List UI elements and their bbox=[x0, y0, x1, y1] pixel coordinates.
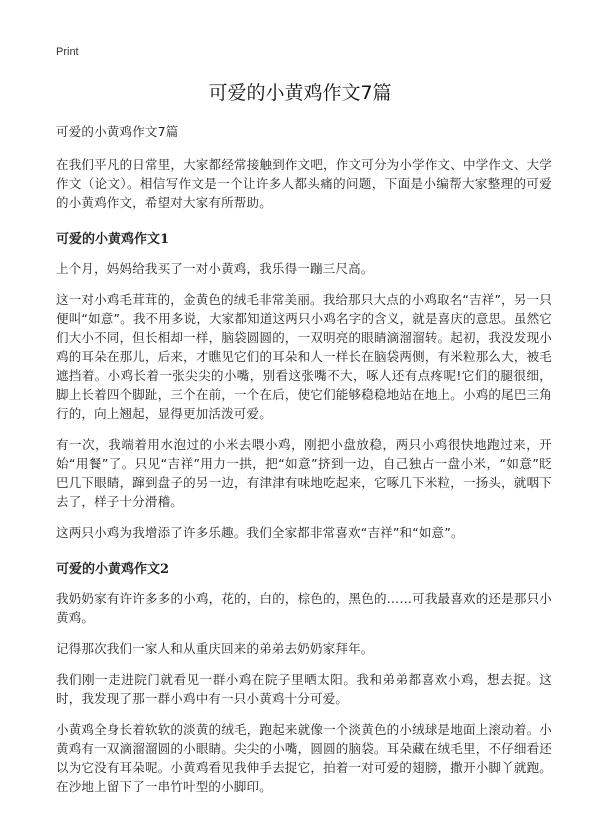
section-2-paragraph-3: 我们刚一走进院门就看见一群小鸡在院子里晒太阳。我和弟弟都喜欢小鸡，想去捉。这时，我发现了那一群小鸡中有一只小黄鸡十分可爱。 bbox=[56, 672, 552, 706]
section-1-paragraph-4: 这两只小鸡为我增添了许多乐趣。我们全家都非常喜欢“吉祥”和“如意”。 bbox=[56, 525, 464, 540]
page-title: 可爱的小黄鸡作文7篇 bbox=[208, 82, 392, 104]
section-1-paragraph-2: 这一对小鸡毛茸茸的，金黄色的绒毛非常美丽。我给那只大点的小鸡取名“吉祥”，另一只便叫“如意”。我不用多说，大家都知道这两只小鸡名字的含义，就是喜庆的意思。虽然它们大小不同，但长相却一样，脑袋圆圆的，一双明亮的眼睛滴溜溜转。起初，我没发现小鸡的耳朵在那儿，后来，才瞧见它们的耳朵和人一样长在脑袋两侧，有米粒那么大，被毛遮挡着。小鸡长着一张尖尖的小嘴，别看这张嘴不大，啄人还有点疼呢!它们的腿很细，脚上长着四个脚趾，三个在前，一个在后，使它们能够稳稳地站在地上。小鸡的尾巴三角行的，向上翘起，显得更加活泼可爱。 bbox=[56, 292, 552, 421]
section-2-paragraph-2: 记得那次我们一家人和从重庆回来的弟弟去奶奶家拜年。 bbox=[56, 641, 374, 656]
section-2-paragraph-4: 小黄鸡全身长着软软的淡黄的绒毛，跑起来就像一个淡黄色的小绒球是地面上滚动着。小黄鸡有一双滴溜溜圆的小眼睛。尖尖的小嘴，圆圆的脑袋。耳朵藏在绒毛里，不仔细看还以为它没有耳朵呢。小黄鸡看见我伸手去捉它，拍着一对可爱的翅膀，撒开小脚丫就跑。在沙地上留下了一串竹叶型的小脚印。 bbox=[56, 722, 552, 794]
intro-paragraph: 在我们平凡的日常里，大家都经常接触到作文吧，作文可分为小学作文、中学作文、大学作文（论文）。相信写作文是一个让许多人都头痛的问题，下面是小编帮大家整理的可爱的小黄鸡作文，希望对大家有所帮助。 bbox=[56, 157, 552, 210]
section-heading-1: 可爱的小黄鸡作文1 bbox=[56, 232, 170, 247]
section-1-paragraph-1: 上个月，妈妈给我买了一对小黄鸡，我乐得一蹦三尺高。 bbox=[56, 261, 374, 276]
print-link[interactable]: Print bbox=[56, 46, 79, 58]
section-2-paragraph-1: 我奶奶家有许许多多的小鸡，花的，白的，棕色的，黑色的……可我最喜欢的还是那只小黄鸡。 bbox=[56, 591, 552, 625]
section-1-paragraph-3: 有一次，我端着用水泡过的小米去喂小鸡，刚把小盘放稳，两只小鸡很快地跑过来，开始“用餐”了。只见“吉祥”用力一拱，把“如意”挤到一边，自己独占一盘小米，“如意”眨巴几下眼睛，蹿到盘子的另一边，有津津有味地吃起来，它啄几下米粒，一扬头，就咽下去了，样子十分滑稽。 bbox=[56, 437, 552, 509]
article-subtitle: 可爱的小黄鸡作文7篇 bbox=[56, 124, 179, 139]
article-body bbox=[56, 122, 552, 808]
section-heading-2: 可爱的小黄鸡作文2 bbox=[56, 562, 170, 577]
